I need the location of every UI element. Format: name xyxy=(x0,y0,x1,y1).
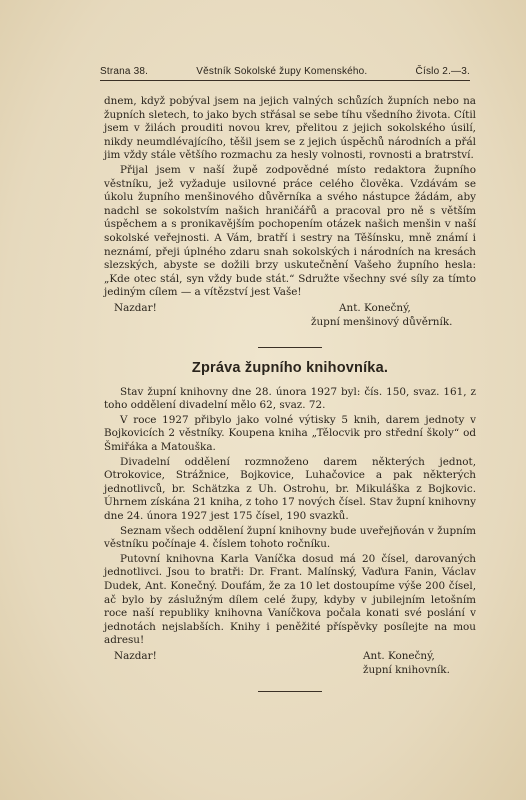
article1-greeting: Nazdar! xyxy=(114,301,157,314)
article2-paragraph-1: Stav župní knihovny dne 28. února 1927 byl: čís. 150, svaz. 161, z toho oddělení divadelní mělo 62, svaz. 72. xyxy=(104,385,476,412)
issue-number: Číslo 2.—3. xyxy=(415,66,470,77)
article2-signature-role: župní knihovník. xyxy=(363,663,450,676)
article1-signature-name: Ant. Konečný, xyxy=(339,301,411,314)
article2-title: Zpráva župního knihovníka. xyxy=(191,360,389,377)
page-content xyxy=(104,95,476,692)
section-divider xyxy=(258,347,322,348)
article2-signature-name: Ant. Konečný, xyxy=(363,649,435,662)
article2-paragraph-5: Putovní knihovna Karla Vaníčka dosud má 20 čísel, darovaných jednotlivci. Jsou to bratři: Dr. Frant. Malínský, Vaďura Fanin, Václav Dudek, Ant. Konečný. Doufám, že za 10 let dostoupíme výše 200 čísel, ač bylo by záslužným dílem celé župy, kdyby v jubilejním letošním roce naší republiky knihovna Vaníčkova počala konati své poslání v jednotách nejslabších. Knihy i peněžité příspěvky posílejte na mou adresu! xyxy=(104,552,476,647)
article2-paragraph-4: Seznam všech oddělení župní knihovny bude uveřejňován v župním věstníku počínaje 4. číslem tohoto ročníku. xyxy=(104,524,476,551)
article1-signature-role: župní menšinový důvěrník. xyxy=(311,315,453,328)
article2-signature xyxy=(311,650,476,677)
article1-paragraph-2: Přijal jsem v naší župě zodpovědné místo redaktora župního věstníku, jež vyžaduje usilovné práce celého člověka. Vzdávám se úkolu župního menšinového důvěrníka a svého nástupce žádám, aby nadchl se sokolstvím našich hraničářů a pracoval pro ně s větším úspěchem a s pronikavějším pochopením otázek našich menšin v naší sokolské veřejnosti. A Vám, bratří i sestry na Těšínsku, mně známí i neznámí, přeji úplného zdaru snah sokolských i národních na kresách slezských, abyste se dožili brzy uskutečnění Vašeho župního hesla: „Kde otec stál, syn vždy bude stát.“ Sdružte všechny své síly za tímto jediným cílem — a vítězství jest Vaše! xyxy=(104,163,476,299)
end-divider xyxy=(258,691,322,692)
running-header xyxy=(100,66,470,81)
article1-paragraph-1: dnem, když pobýval jsem na jejich valných schůzích župních nebo na župních sletech, to jako bych střásal se sebe tíhu všedního života. Cítil jsem v žilách prouditi novou krev, přelitou z jejich sokolského úsilí, nikdy neumdlévajícího, těšil jsem se z jejich úspěchů národních a přál jim vždy stále většího rozmachu za hesly volnosti, rovnosti a bratrství. xyxy=(104,95,476,162)
article2-paragraph-3: Divadelní oddělení rozmnoženo darem některých jednot, Otrokovice, Strážnice, Bojkovice, Luhačovice a pak některých jednotlivců, br. Schätzka z Uh. Ostrohu, br. Mikuláška z Bojkovic. Úhrnem získána 21 kniha, z toho 17 nových čísel. Stav župní knihovny dne 24. února 1927 jest 175 čísel, 190 svazků. xyxy=(104,455,476,523)
journal-title: Věstník Sokolské župy Komenského. xyxy=(196,66,368,77)
page-number: Strana 38. xyxy=(100,66,149,77)
article2-greeting: Nazdar! xyxy=(114,649,157,662)
article2-paragraph-2: V roce 1927 přibylo jako volné výtisky 5 knih, darem jednoty v Bojkovicích 2 věstníky. Koupena kniha „Tělocvik pro střední školy“ od Šmiřáka a Matouška. xyxy=(104,413,476,454)
article1-signature xyxy=(311,302,476,329)
article1-signature-block xyxy=(104,302,476,329)
article2-signature-block xyxy=(104,650,476,677)
